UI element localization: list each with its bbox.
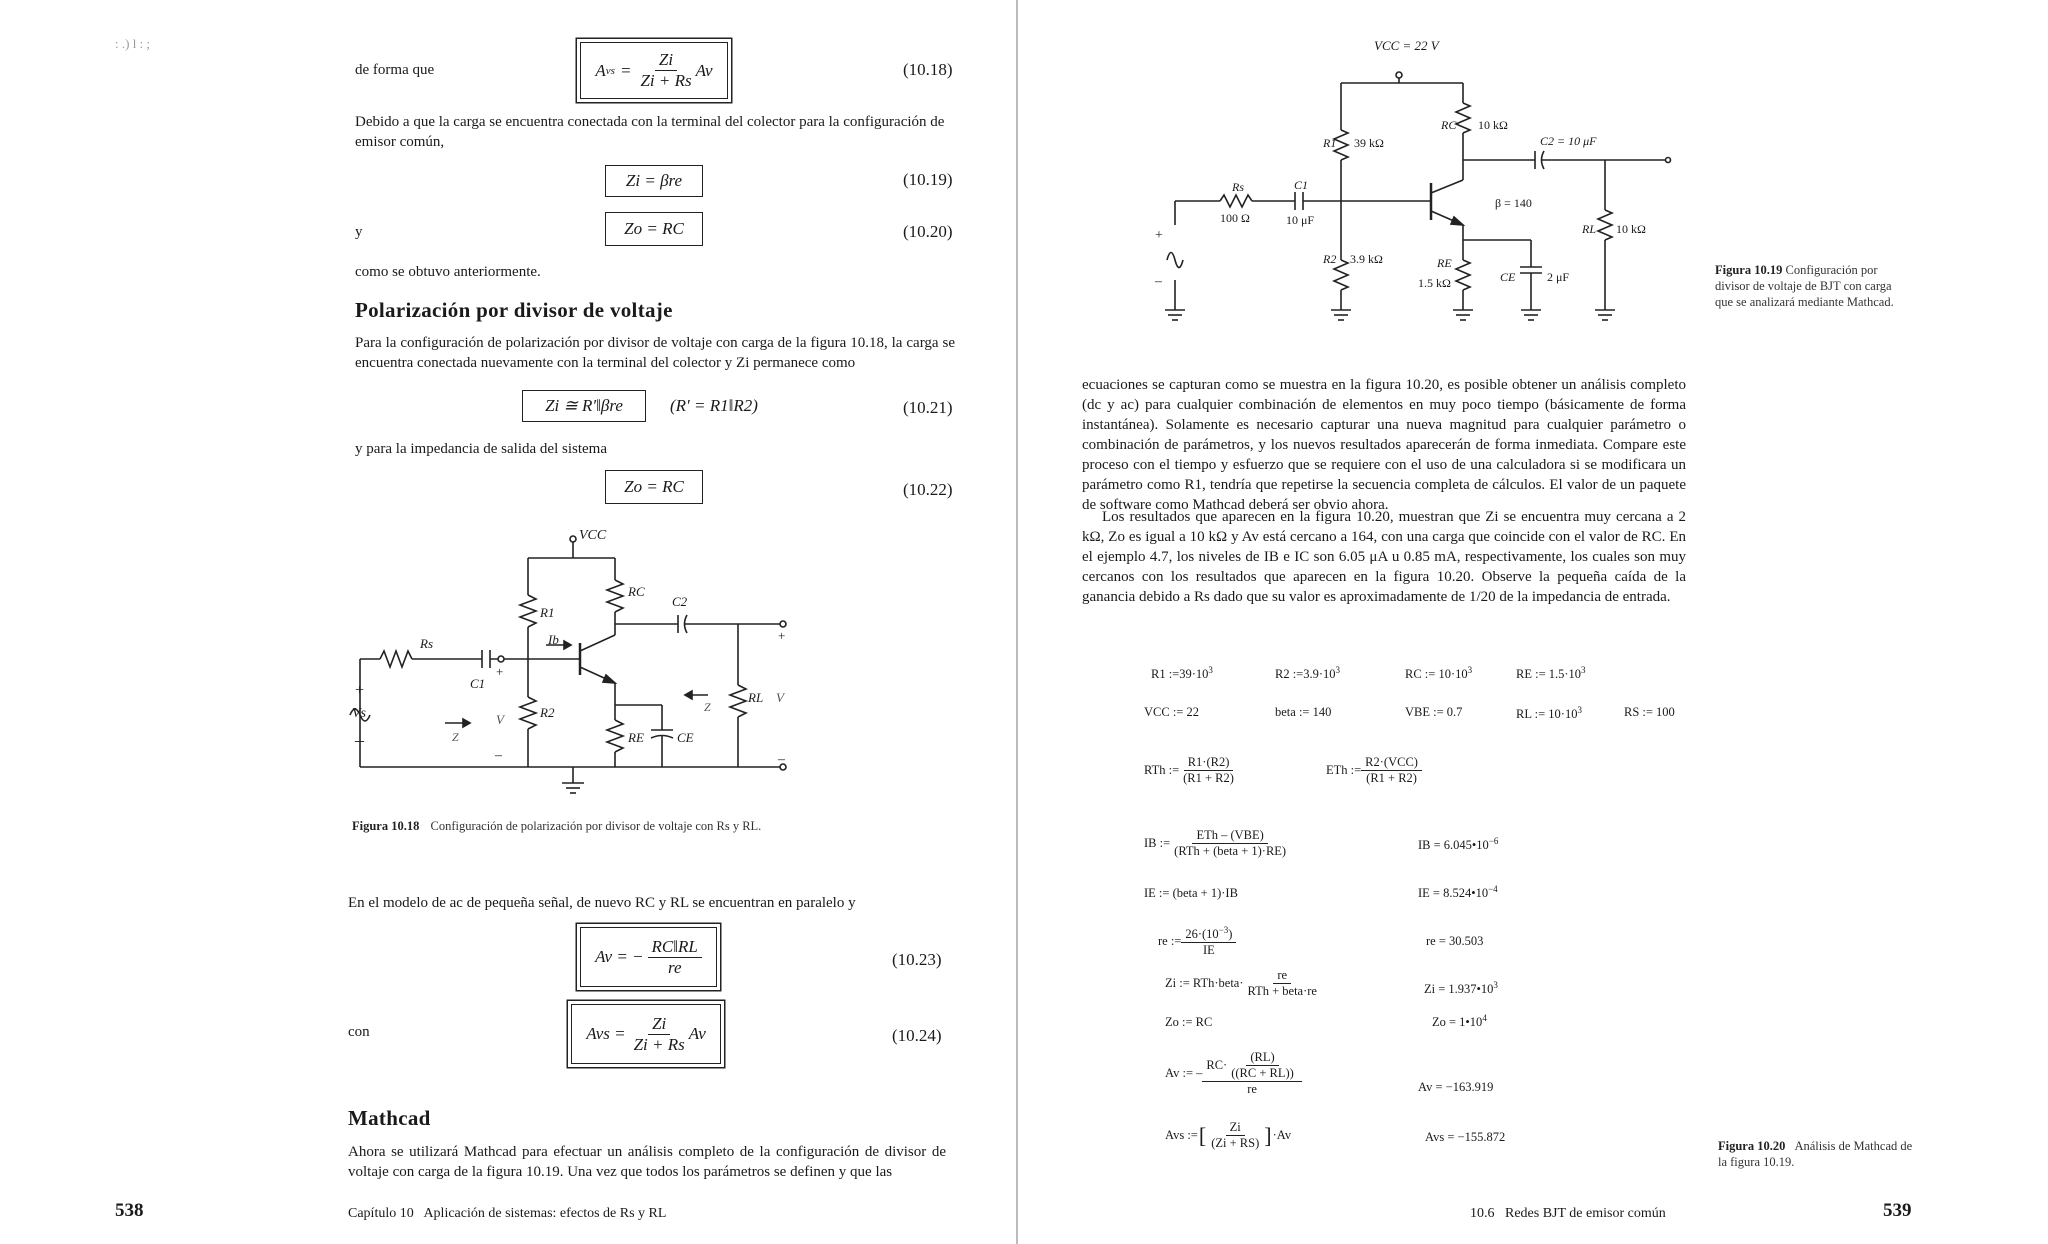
equation-number-10-21: (10.21)	[903, 398, 953, 417]
figure-10-18-caption-label: Figura 10.18	[352, 819, 420, 833]
mathcad-avs-def: Avs := [ $\frac{Zi}{(Zi + RS)}$ ] ·Av	[1165, 1120, 1292, 1150]
figure-10-19-caption	[1715, 262, 1905, 310]
fig19-label-ce: CE	[1500, 270, 1516, 284]
equation-number-10-18: (10.18)	[903, 60, 953, 79]
equation-10-20: Zo = RC	[605, 212, 703, 246]
fig18-label-ce: CE	[677, 730, 694, 745]
page-gutter	[1016, 0, 1018, 1244]
fig18-label-zo: Z	[704, 700, 711, 714]
figure-10-19-caption-label: Figura 10.19	[1715, 263, 1783, 277]
paragraph-divider-config: Para la configuración de polarización por divisor de voltaje con carga de la figura 10.18, la carga se encuentra conectada nuevamente con la terminal del colector y Zi permanece como	[355, 335, 955, 371]
mathcad-ib-result: IB = $6.045•10^{-6}$	[1418, 836, 1499, 853]
fig18-label-rc: RC	[628, 584, 645, 599]
fig19-label-c1-val: 10 μF	[1286, 213, 1315, 227]
mathcad-av-result: Av = −163.919	[1418, 1080, 1494, 1094]
footer-left: Capítulo 10 Aplicación de sistemas: efectos de Rs y RL	[348, 1206, 667, 1221]
fig18-label-minus-out: –	[778, 752, 785, 767]
fig19-label-rs-val: 100 Ω	[1220, 211, 1250, 225]
section-heading-mathcad: Mathcad	[348, 1106, 431, 1130]
figure-10-18-circuit	[340, 525, 810, 805]
mathcad-r2-def: R2 $:=3.9\cdot 10^3$	[1275, 665, 1341, 682]
equation-10-22: Zo = RC	[605, 470, 703, 504]
figure-10-19-caption-text: Configuración por divisor de voltaje de BJT con carga que se analizará mediante Mathcad.	[1715, 263, 1894, 309]
fig19-label-rc-val: 10 kΩ	[1478, 118, 1508, 132]
mathcad-rl-def: RL := $10\cdot 10^3$	[1516, 705, 1582, 722]
fig19-label-c2: C2 = 10 μF	[1540, 134, 1597, 148]
fig18-label-vi: V	[496, 712, 504, 727]
fig19-label-c1: C1	[1294, 178, 1309, 192]
mathcad-zi-result: $Zi = 1.937•10^3$	[1424, 980, 1498, 997]
equation-10-21: Zi ≅ R′‖βre	[522, 390, 646, 422]
fig18-label-minus-left: –	[355, 730, 364, 750]
mathcad-vcc-def: VCC := 22	[1144, 705, 1199, 719]
fig19-label-minus: –	[1155, 274, 1162, 289]
fig19-label-r1: R1	[1323, 136, 1337, 150]
fig18-label-zi: Z	[452, 730, 459, 744]
equation-number-10-23: (10.23)	[892, 950, 942, 969]
fig18-label-minus-mid: –	[495, 748, 502, 763]
figure-10-19-circuit	[1135, 45, 1695, 335]
paragraph-mathcad-benefits: ecuaciones se capturan como se muestra en la figura 10.20, es posible obtener un análisis completo (dc y ac) para cualquier combinación de elementos en muy poco tiempo (básicamente de forma instantánea). Solamente es necesario capturar una nueva magnitud para cualquier parámetro o combinación de parámetros, y los nuevos resultados aparecerán de forma inmediata. Compare este proceso con el tiempo y esfuerzo que se requiere con el uso de una calculadora si se modificara un parámetro como R1, tendría que repetirse la secuencia completa de cálculos. El valor de un paquete de software como Mathcad deberá ser obvio ahora.	[1082, 377, 1686, 513]
mathcad-beta-def: beta := 140	[1275, 705, 1332, 719]
figure-10-20-caption-text: Análisis de Mathcad de la figura 10.19.	[1718, 1139, 1913, 1169]
fig19-label-rs: Rs	[1232, 180, 1244, 194]
fig18-label-vcc: VCC	[579, 528, 607, 543]
fig19-label-beta: β = 140	[1495, 196, 1532, 210]
mathcad-re-result: re = 30.503	[1426, 934, 1484, 948]
figure-10-18-caption-text: Configuración de polarización por divisor de voltaje con Rs y RL.	[430, 819, 762, 833]
fig19-label-rl-val: 10 kΩ	[1616, 222, 1646, 236]
equation-number-10-19: (10.19)	[903, 170, 953, 189]
equation-number-10-22: (10.22)	[903, 480, 953, 499]
mathcad-eth-def: ETh := $\frac{\text{R2·(VCC)}}{(R1 + R2)}$	[1326, 755, 1422, 786]
paragraph-load-collector: Debido a que la carga se encuentra conectada con la terminal del colector para la configuración de emisor común,	[355, 114, 945, 150]
con-label: con	[348, 1024, 370, 1040]
fig19-label-r2-val: 3.9 kΩ	[1350, 252, 1383, 266]
fig18-label-plus-out: +	[778, 628, 786, 643]
fig18-label-r2: R2	[540, 705, 555, 720]
equation-10-18: A vs = $\frac{Zi}{Zi + Rs}$ Av	[580, 42, 728, 99]
fig18-label-r1: R1	[540, 605, 555, 620]
mathcad-zi-def: Zi := RTh·beta· $\frac{re}{\text{RTh + beta·re}}$	[1165, 968, 1317, 998]
equation-number-10-20: (10.20)	[903, 222, 953, 241]
fig19-label-ce-val: 2 μF	[1547, 270, 1570, 284]
paragraph-mathcad-intro: Ahora se utilizará Mathcad para efectuar un análisis completo de la configuración de divisor de voltaje con carga de la figura 10.19. Una vez que todos los parámetros se definen y que las	[348, 1144, 946, 1180]
mathcad-rth-def: RTh := $\frac{R1\cdot(R2)}{(R1 + R2)}$	[1144, 755, 1234, 785]
mathcad-re-def: RE := $1.5\cdot 10^3$	[1516, 665, 1586, 682]
fig18-label-plus-top: +	[496, 664, 504, 679]
y-label: y	[355, 224, 363, 240]
equation-10-21-aside: (R′ = R1‖R2)	[670, 396, 758, 415]
fig18-label-vs: Vs	[352, 706, 366, 721]
equation-10-19: Zi = βre	[605, 165, 703, 197]
paragraph-small-signal: En el modelo de ac de pequeña señal, de nuevo RC y RL se encuentran en paralelo y	[348, 895, 856, 911]
mathcad-rs-def: RS := 100	[1624, 705, 1675, 719]
mathcad-zo-result: $Zo = 1•10^4$	[1432, 1013, 1487, 1030]
mathcad-zo-def: Zo := RC	[1165, 1015, 1213, 1029]
fig18-label-plus-left: +	[355, 682, 365, 699]
fig18-label-re: RE	[628, 730, 644, 745]
page-number-right: 539	[1883, 1200, 1912, 1221]
fig18-label-c2: C2	[672, 594, 688, 609]
equation-10-23: Av = − $\frac{RC‖RL}{re}$	[580, 927, 717, 987]
section-heading-polarizacion: Polarización por divisor de voltaje	[355, 298, 673, 322]
fig19-label-r2: R2	[1323, 252, 1337, 266]
fig19-label-rc: RC	[1441, 118, 1457, 132]
page-number-left: 538	[115, 1200, 144, 1221]
como-text: como se obtuvo anteriormente.	[355, 264, 541, 280]
figure-10-20-caption	[1718, 1138, 1923, 1170]
footer-right: 10.6 Redes BJT de emisor común	[1470, 1206, 1666, 1221]
fig18-label-vo: V	[776, 690, 784, 705]
mathcad-avs-result: Avs = −155.872	[1425, 1130, 1506, 1144]
eq-intro-label: de forma que	[355, 62, 435, 78]
fig19-label-re-val: 1.5 kΩ	[1418, 276, 1451, 290]
mathcad-ib-def: IB := $\frac{\text{ETh – (VBE)}}{\text{(RTh + (beta + 1)·RE)}}$	[1144, 828, 1287, 858]
figure-10-18-caption	[352, 818, 761, 834]
fig19-label-r1-val: 39 kΩ	[1354, 136, 1384, 150]
fig18-label-ib: Ib	[548, 632, 559, 647]
fig19-label-plus: +	[1155, 228, 1163, 243]
equation-10-24: Avs = $\frac{Zi}{Zi + Rs}$ Av	[571, 1004, 721, 1064]
fig19-label-vcc: VCC = 22 V	[1374, 38, 1439, 53]
mathcad-ie-result: IE = $8.524•10^{-4}$	[1418, 884, 1498, 901]
figure-10-20-caption-label: Figura 10.20	[1718, 1139, 1786, 1153]
mathcad-rc-def: RC := $10\cdot 10^3$	[1405, 665, 1473, 682]
mathcad-av-def: Av := – RC· $\frac{(RL)}{((RC + RL))}$ re	[1165, 1050, 1302, 1097]
mathcad-vbe-def: VBE := 0.7	[1405, 705, 1463, 719]
mathcad-ie-def: IE := (beta + 1)·IB	[1144, 886, 1238, 900]
mathcad-re-formula: re := $\frac{26\cdot(10^{-3})}{IE}$	[1158, 925, 1236, 958]
fig19-label-re: RE	[1437, 256, 1452, 270]
paragraph-mathcad-results: Los resultados que aparecen en la figura 10.20, muestran que Zi se encuentra muy cercana a 2 kΩ, Zo es igual a 10 kΩ y Av está cercano a 164, con una carga que coincide con el valor de RC. En el ejemplo 4.7, los niveles de IB e IC son 6.05 μA u 0.85 mA, respectivamente, los cuales son muy cercanos con los resultados que aparecen en la figura 10.20. Observe la pequeña caída de la ganancia debido a Rs dado que su valor es aproximadamente de 1/20 de la impedancia de entrada.	[1082, 509, 1686, 605]
fig18-label-rs: Rs	[420, 636, 433, 651]
fig18-label-rl: RL	[748, 690, 764, 705]
paragraph-output-impedance: y para la impedancia de salida del sistema	[355, 441, 607, 457]
fig18-label-c1: C1	[470, 676, 486, 691]
corner-mark: : .) l : ;	[115, 36, 151, 51]
mathcad-r1-def: R1 $:=39\cdot 10^3$	[1151, 665, 1213, 682]
fig19-label-rl: RL	[1582, 222, 1597, 236]
equation-number-10-24: (10.24)	[892, 1026, 942, 1045]
